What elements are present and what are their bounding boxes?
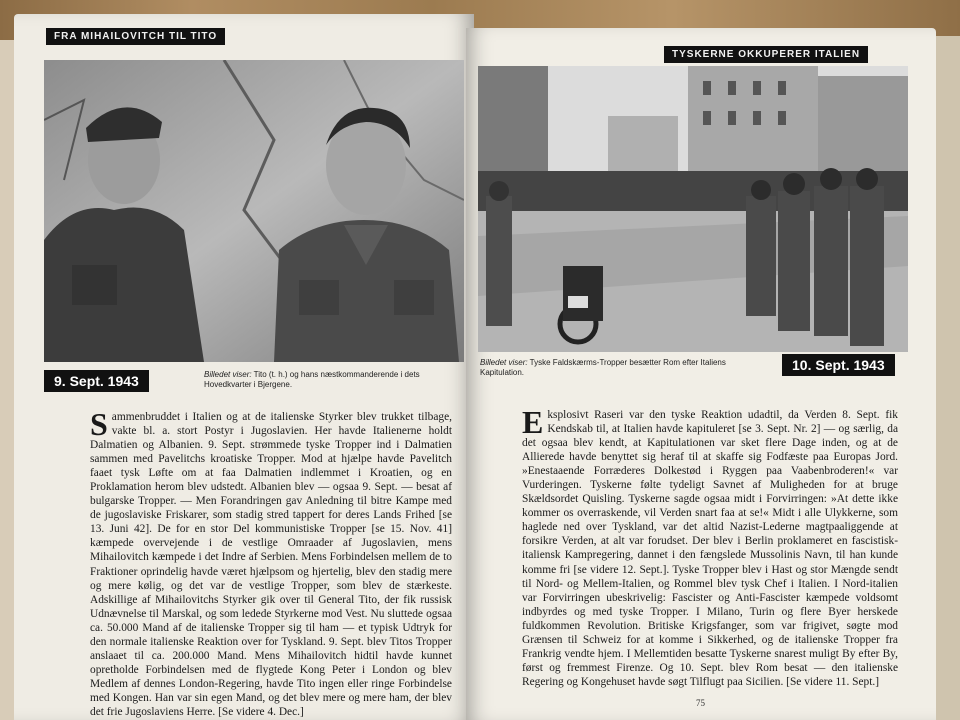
page-number: 75 [696,698,705,708]
right-page-body-text [522,404,898,689]
left-page-body-text [90,406,452,719]
caption-label: Billedet viser: [204,370,252,379]
right-body-paragraph: ksplosivt Raseri var den tyske Reaktion udadtil, da Verden 8. Sept. fik Kendskab til, at Italien havde kapituleret [se 3. Sept. Nr. 2] — og særlig, da det ogsaa blev kendt, at Kapitulationen var sket flere Dage inden, og at de Allierede havde benyttet sig heraf til at skaffe sig Fodfæste paa Europas Jord. »Enestaaende Forræderes Dolkestød i Ryggen paa Vaabenbroderen!« var Vurderingen. Tyskerne følte tydeligt Savnet af Muligheden for at bruge Skældsordet Quisling. Tyskerne sagde ogsaa midt i Forvirringen: »At dette ikke kommer os overraskende, vil Verden snart faa at se!« Midt i alle Ulykkerne, som haglede ned over Tyskland, var det altid Nazist-Lederne magtpaaliggende at forsikre Verden, at alt var forudset. Der blev i Berlin proklameret en fascistisk-italiensk Kampregering, dannet i den fængslede Mussolinis Navn, til han kunde komme fri [se videre 12. Sept.]. Tyske Tropper blev i Hast og stor Mængde sendt til Nord- og Mellem-Italien, og Rommel blev tysk Chef i Italien. I Nord-italien var Forvirringen ubeskrivelig: Fascister og Anti-Fascister kæmpede voldsomt indbyrdes og med tyske Tropper. I Milano, Turin og flere Byer herskede fuldkommen Revolution. Britiske Krigsfanger, som var frigivet, søgte mod Grænsen til Schweiz for at komme i Sikkerhed, og de italienske Tropper fra Frankrig vendte hjem. I Mellemtiden besatte Tyskerne snarest muligt By efter By, først og fremmest Firenze. Og 10. Sept. blev Rom besat — den italienske Regering og Kongehuset havde søgt Tilflugt paa Sicilien. [Se videre 11. Sept.] [522,409,898,688]
left-page-date-label: 9. Sept. 1943 [44,370,149,392]
right-page-banner: TYSKERNE OKKUPERER ITALIEN [664,46,868,63]
left-body-paragraph: ammenbruddet i Italien og at de italienske Styrker blev trukket tilbage, vakte bl. a. stort Postyr i Jugoslavien. Her havde Italienerne holdt Dalmatien og Albanien. 9. Sept. strømmede tyske Tropper ind i Dalmatien sammen med Pavelitchs kroatiske Tropper. Mod at hjælpe havde Pavelitch faaet tysk Løfte om at faa Dalmatien indlemmet i Kroatien, og en Proklamation herom blev udstedt. Albanien blev — ogsaa 9. Sept. — besat af bulgarske Tropper. — Men Forandringen gav Anledning til bitre Kampe med de jugoslaviske Friskarer, som stadig stred tappert for deres Lands Frihed [se 13. Juni 42]. De for en stor Del kommunistiske Tropper [se 15. Nov. 41] kæmpede overvejende i de vestlige Omraader af Jugoslavien, mens Mihailovitch kæmpede i det Indre af Serbien. Mens Forbindelsen mellem de to Fraktioner oprindelig havde været hjælpsom og hjertelig, blev den stadig mere og mere kølig, og det var de vestlige Tropper, som blev de stærkeste. Adskillige af Mihailovitchs Styrker gik over til General Tito, der fik russisk Udnævnelse til Marskal, og som ledede Styrkerne mod Vest. Nu sluttede ogsaa ca. 50.000 Mand af de italienske Tropper sig til ham — et typisk Udtryk for den normale italienske Reaktion over for Tyskland. 9. Sept. blev Titos Tropper anslaaet til ca. 200.000 Mand. Mens Mihailovitch hidtil havde kunnet opretholde Forbindelsen med de flygtede Kong Peter i London og blev Medlem af dennes London-Regering, havde Tito ingen eller ringe Forbindelse med Kongen. Han var sin egen Mand, og det blev mere og mere ham, der blev det frie Jugoslaviens Herre. [Se videre 4. Dec.] [90,411,452,718]
left-dropcap: S [90,406,108,442]
left-page [14,14,474,720]
tito-portrait-photo [44,60,464,362]
rome-photo-illustration [478,66,908,352]
right-page-caption [480,358,770,378]
left-page-caption [204,370,466,390]
right-dropcap: E [522,404,544,440]
right-page [466,28,936,720]
tito-photo-illustration [44,60,464,362]
caption-text: Tito (t. h.) og hans næstkommanderende i dets Hovedkvarter i Bjergene. [204,370,420,389]
rome-occupation-photo [478,66,908,352]
caption-label: Billedet viser: [480,358,528,367]
caption-text: Tyske Faldskærms-Tropper besætter Rom efter Italiens Kapitulation. [480,358,726,377]
left-page-banner: FRA MIHAILOVITCH TIL TITO [46,28,225,45]
right-page-date-label: 10. Sept. 1943 [782,354,895,376]
